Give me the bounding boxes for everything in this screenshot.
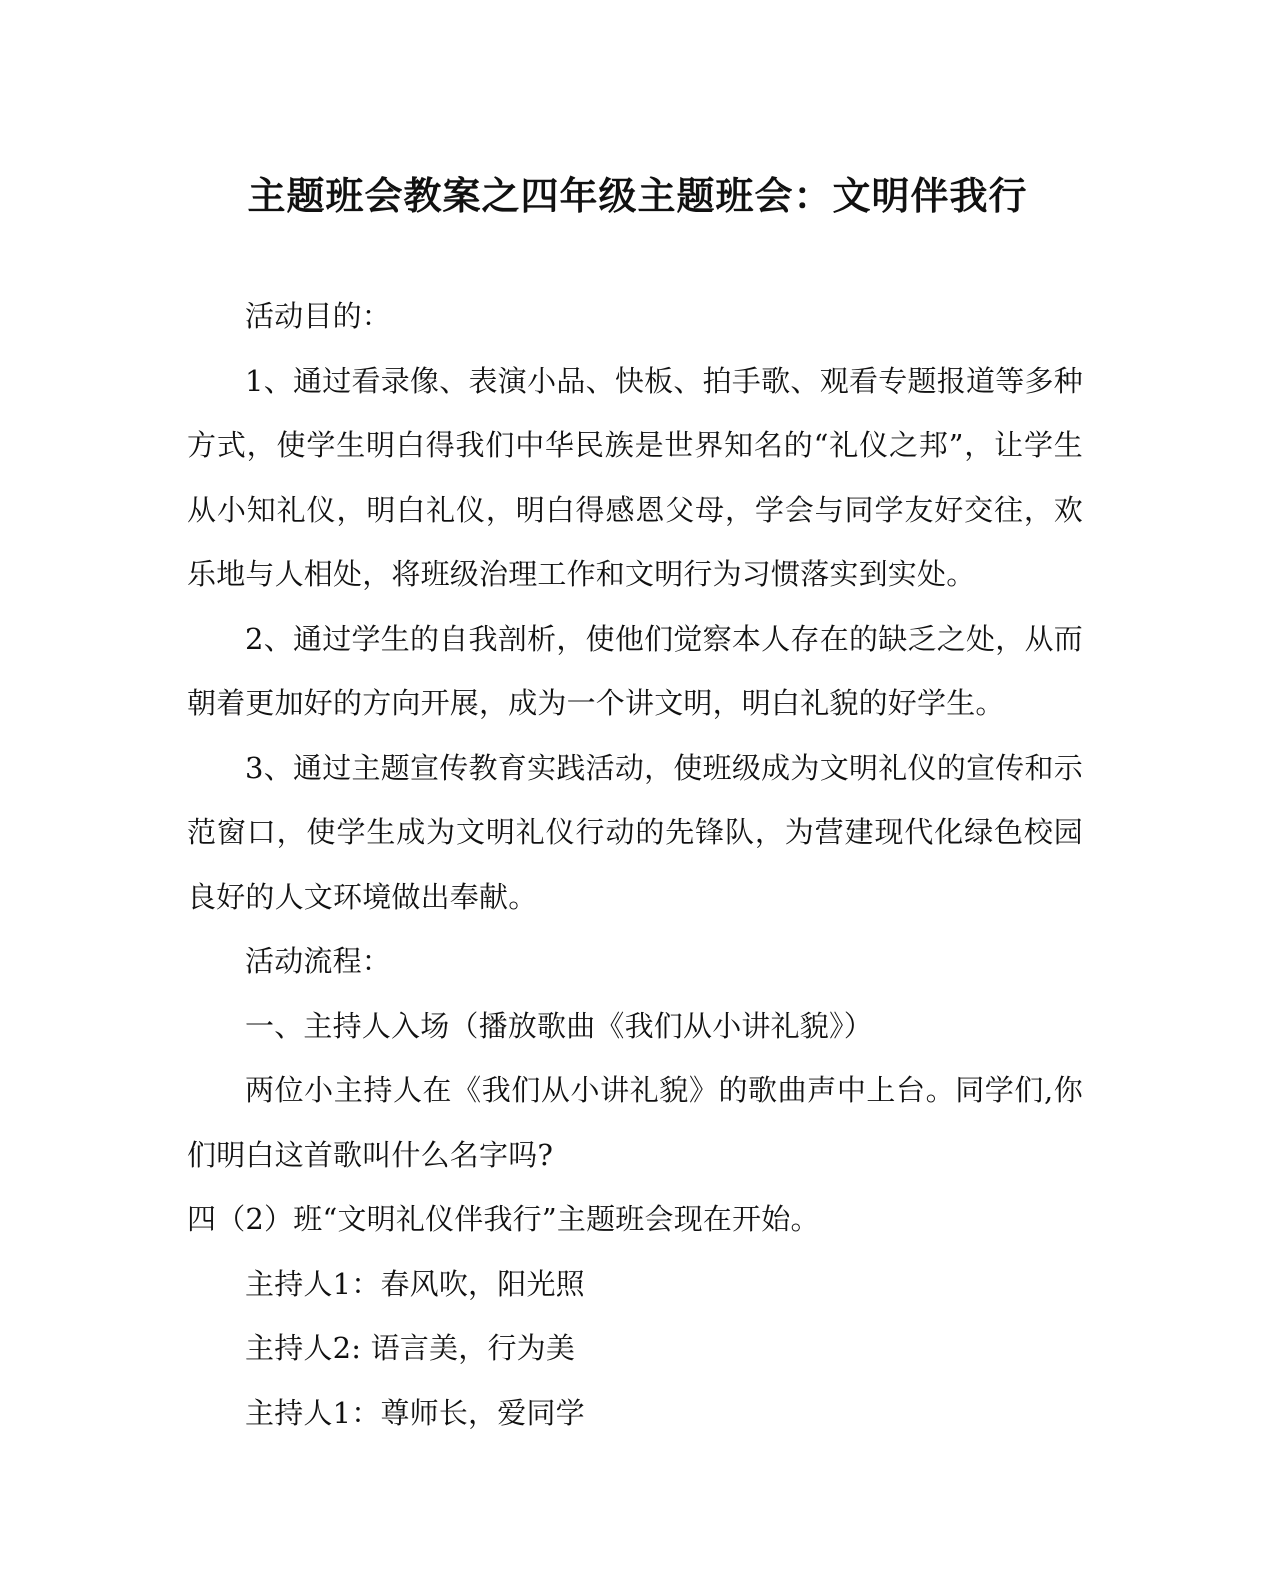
paragraph-meeting-start: 四（2）班“文明礼仪伴我行”主题班会现在开始。 xyxy=(187,1202,820,1236)
paragraph-goal-1: 1、通过看录像、表演小品、快板、拍手歌、观看专题报道等多种方式，使学生明白得我们中华民族是世界知名的“礼仪之邦”，让学生从小知礼仪，明白礼仪，明白得感恩父母，学会与同学友好交往，欢乐地与人相处，将班级治理工作和文明行为习惯落实到实处。 xyxy=(187,363,1083,591)
paragraph-host-line-2: 主持人2: 语言美，行为美 xyxy=(245,1331,576,1365)
paragraph-goal-3: 3、通过主题宣传教育实践活动，使班级成为文明礼仪的宣传和示范窗口，使学生成为文明礼仪行动的先锋队，为营建现代化绿色校园良好的人文环境做出奉献。 xyxy=(187,750,1083,914)
paragraph-host-line-3: 主持人1：尊师长，爱同学 xyxy=(245,1395,585,1430)
paragraph-host-intro: 两位小主持人在《我们从小讲礼貌》的歌曲声中上台。同学们,你们明白这首歌叫什么名字吗? xyxy=(187,1073,1083,1172)
document-title: 主题班会教案之四年级主题班会：文明伴我行 xyxy=(247,173,1028,218)
section-heading-process: 活动流程： xyxy=(245,944,392,978)
paragraph-goal-2: 2、通过学生的自我剖析，使他们觉察本人存在的缺乏之处，从而朝着更加好的方向开展，成为一个讲文明，明白礼貌的好学生。 xyxy=(187,621,1083,720)
document-body xyxy=(187,284,1083,1445)
section-heading-purpose: 活动目的： xyxy=(245,299,392,333)
paragraph-step-1: 一、主持人入场（播放歌曲《我们从小讲礼貌》） xyxy=(245,1008,873,1043)
paragraph-host-line-1: 主持人1：春风吹，阳光照 xyxy=(245,1266,585,1301)
